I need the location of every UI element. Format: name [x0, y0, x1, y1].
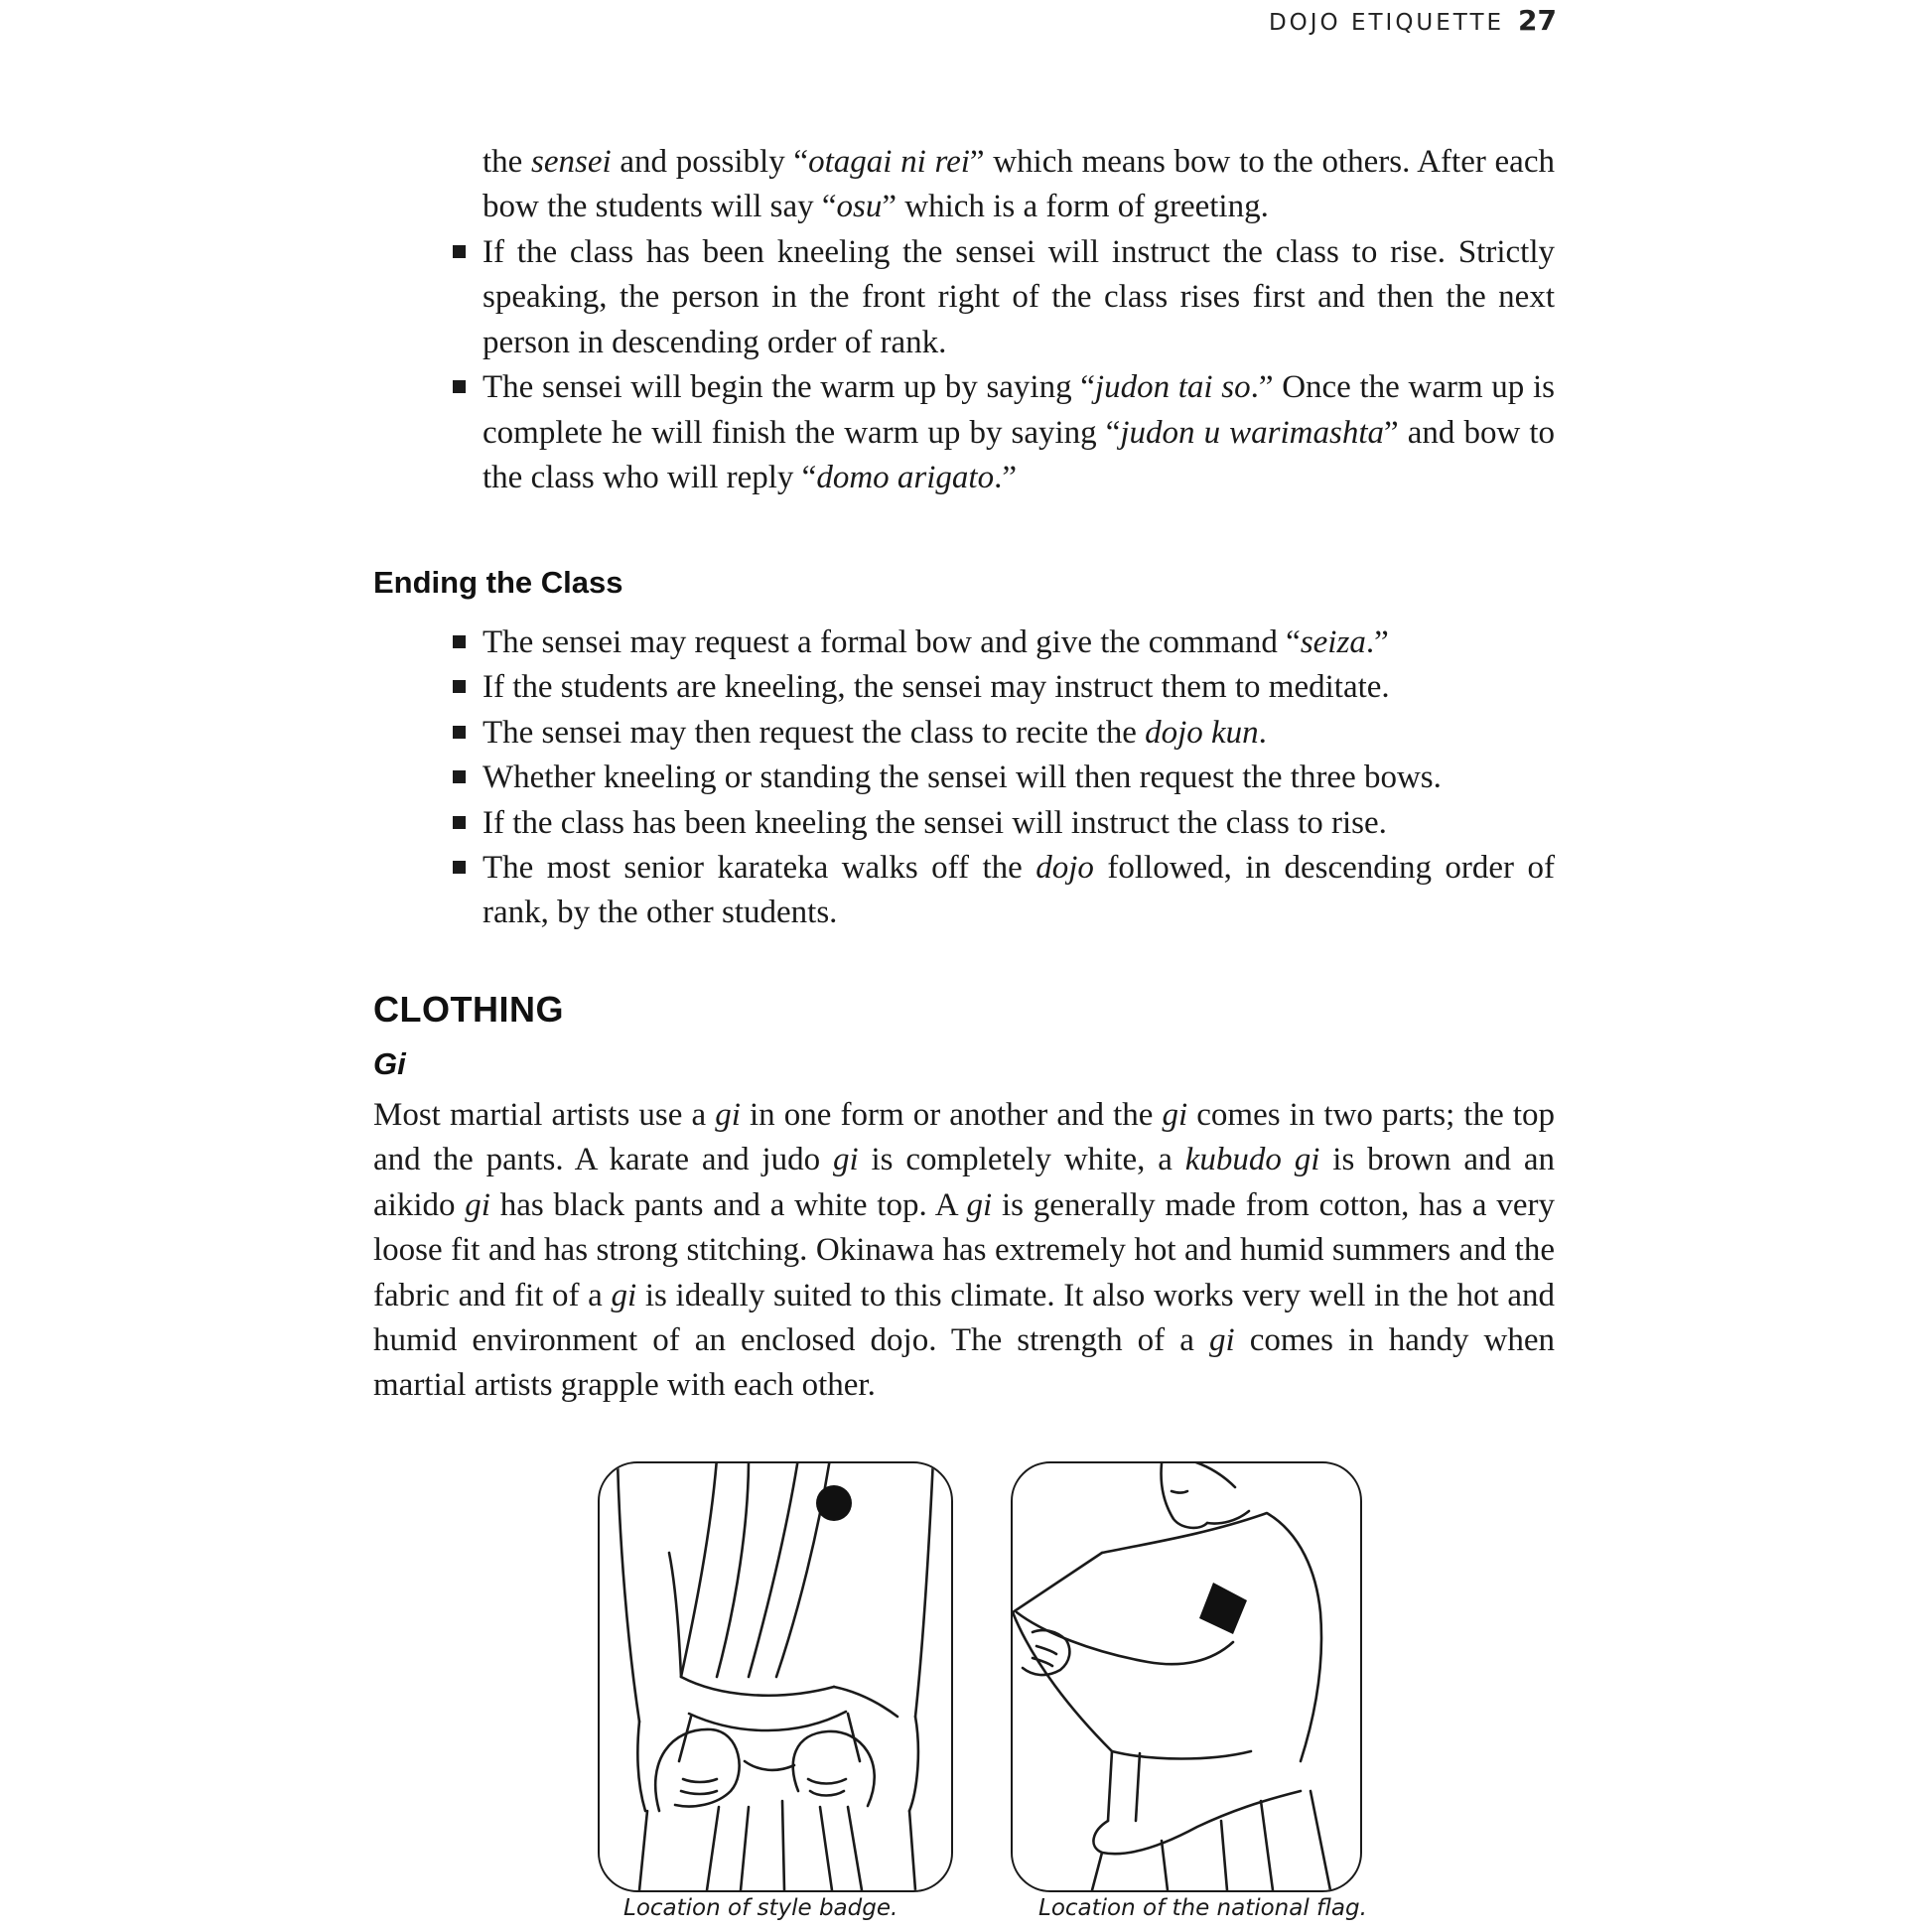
- running-header-title: DOJO ETIQUETTE: [1268, 10, 1505, 36]
- italic-term: otagai ni rei: [808, 144, 970, 180]
- bullet-item: [483, 846, 1555, 936]
- text-run: is generally made from cotton, has a very loose fit and has strong stitching. Okinawa has extremely hot and humid summers and the fabric and fit of a: [373, 1186, 1555, 1313]
- square-bullet-icon: [453, 380, 466, 393]
- opening-list: [483, 230, 1555, 500]
- figure-caption-national-flag: Location of the national flag.: [1038, 1895, 1367, 1921]
- italic-term: domo arigato: [816, 460, 995, 496]
- text-run: ” which means bow to the others. After each bow the students will say “: [483, 144, 1555, 225]
- italic-term: dojo: [1035, 850, 1094, 887]
- italic-term: gi: [715, 1097, 741, 1133]
- text-run: is ideally suited to this climate. It also works very well in the hot and humid environment of an enclosed dojo. The strength of a: [373, 1277, 1555, 1359]
- bullet-item: [483, 230, 1555, 365]
- subsection-heading-gi: Gi: [373, 1046, 406, 1081]
- running-header: [1269, 4, 1557, 37]
- square-bullet-icon: [453, 861, 466, 874]
- text-run: comes in handy when martial artists grapple with each other.: [373, 1322, 1555, 1404]
- square-bullet-icon: [453, 816, 466, 829]
- text-run: The most senior karateka walks off the: [483, 850, 1036, 887]
- italic-term: gi: [1162, 1097, 1188, 1133]
- text-run: and possibly “: [611, 144, 809, 180]
- page-number: 27: [1518, 4, 1557, 37]
- section-heading-clothing: CLOTHING: [373, 989, 564, 1030]
- text-run: ” and bow to the class who will reply “: [483, 414, 1555, 496]
- text-run: The sensei will begin the warm up by saying “: [483, 369, 1095, 406]
- italic-term: judon tai so: [1094, 369, 1251, 406]
- text-run: in one form or another and the: [740, 1097, 1163, 1133]
- italic-term: osu: [836, 189, 883, 225]
- text-run: .”: [1365, 624, 1389, 660]
- text-run: is completely white, a: [858, 1142, 1185, 1178]
- bullet-item: [483, 711, 1555, 756]
- square-bullet-icon: [453, 635, 466, 648]
- ending-list: [483, 621, 1555, 936]
- text-run: .: [1258, 714, 1267, 751]
- bullet-item: [483, 621, 1555, 665]
- italic-term: gi: [611, 1277, 637, 1313]
- text-run: If the class has been kneeling the sensei will instruct the class to rise. Strictly speaking, the person in the front right of the class rises first and then the next person in descending order of rank.: [483, 234, 1555, 360]
- text-run: The sensei may request a formal bow and give the command “: [483, 624, 1301, 660]
- italic-term: gi: [966, 1186, 993, 1223]
- section-heading-ending-the-class: Ending the Class: [373, 565, 623, 600]
- italic-term: seiza: [1300, 624, 1366, 660]
- text-run: Whether kneeling or standing the sensei will then request the three bows.: [483, 759, 1442, 796]
- italic-term: judon u warimashta: [1120, 414, 1385, 451]
- text-run: ” which is a form of greeting.: [882, 189, 1269, 225]
- italic-term: gi: [465, 1186, 490, 1223]
- text-run: Most martial artists use a: [373, 1097, 716, 1133]
- text-run: followed, in descending order of rank, by the other students.: [483, 850, 1555, 931]
- text-run: .” Once the warm up is complete he will finish the warm up by saying “: [483, 369, 1555, 451]
- text-run: The sensei may then request the class to recite the: [483, 714, 1146, 751]
- text-run: is brown and an aikido: [373, 1142, 1555, 1223]
- text-run: comes in two parts; the top and the pants. A karate and judo: [373, 1097, 1555, 1178]
- italic-term: gi: [1208, 1322, 1235, 1359]
- national-flag-illustration: [1011, 1461, 1362, 1892]
- square-bullet-icon: [453, 726, 466, 739]
- square-bullet-icon: [453, 680, 466, 693]
- bullet-item: [483, 801, 1555, 846]
- figure-caption-style-badge: Location of style badge.: [623, 1895, 898, 1921]
- bullet-item: [483, 665, 1555, 710]
- italic-term: kubudo gi: [1184, 1142, 1320, 1178]
- text-run: If the class has been kneeling the sensei will instruct the class to rise.: [483, 804, 1387, 841]
- italic-term: gi: [832, 1142, 859, 1178]
- square-bullet-icon: [453, 770, 466, 783]
- continued-paragraph: [483, 140, 1555, 230]
- italic-term: sensei: [531, 144, 612, 180]
- italic-term: dojo kun: [1145, 714, 1259, 751]
- text-run: has black pants and a white top. A: [489, 1186, 967, 1223]
- style-badge-illustration: [598, 1461, 953, 1892]
- gi-paragraph: [373, 1093, 1555, 1409]
- text-run: the: [483, 144, 532, 180]
- square-bullet-icon: [453, 245, 466, 258]
- bullet-item: [483, 756, 1555, 800]
- text-run: .”: [994, 460, 1018, 496]
- text-run: If the students are kneeling, the sensei may instruct them to meditate.: [483, 669, 1390, 706]
- bullet-item: [483, 365, 1555, 500]
